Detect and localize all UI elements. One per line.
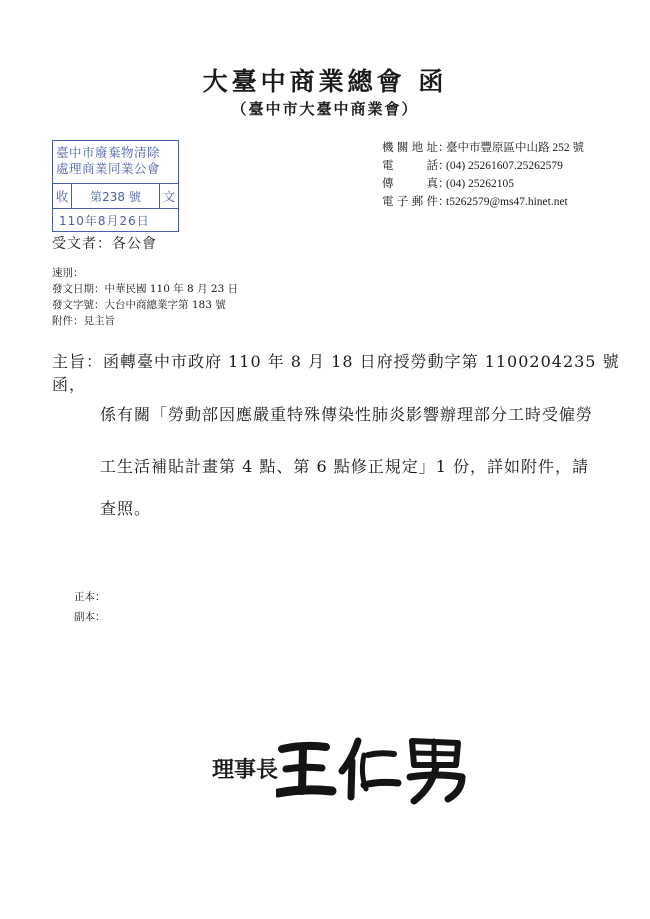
- recipient: 受文者：各公會: [52, 236, 157, 252]
- distribution-copy: 副本：: [74, 611, 106, 623]
- stamp-number-row: [53, 184, 178, 209]
- stamp-org: [53, 141, 178, 184]
- stamp-recv-label: 收: [53, 184, 72, 208]
- contact-phone-label: 電 話: [382, 158, 438, 172]
- contact-phone: 電 話：(04) 25261607.25262579: [382, 158, 563, 172]
- signature-image: [276, 735, 466, 805]
- meta-speed: 速別：: [52, 267, 84, 279]
- subject-line-3: 工生活補貼計畫第 4 點、第 6 點修正規定」1 份，詳如附件，請: [100, 457, 589, 476]
- received-stamp: [52, 140, 179, 232]
- meta-attachment: 附件：見主旨: [52, 315, 115, 327]
- contact-email-label: 電子郵件: [382, 194, 438, 208]
- stamp-number-value: 第238: [90, 189, 126, 204]
- stamp-date: 110年8月26日: [59, 213, 150, 228]
- stamp-number-suffix: 號: [128, 189, 141, 204]
- document-subtitle: （臺中市大臺中商業會）: [231, 100, 419, 118]
- contact-email-value: t5262579@ms47.hinet.net: [446, 196, 568, 208]
- contact-fax: 傳 真：(04) 25262105: [382, 176, 515, 190]
- stamp-org-line1: 臺中市廢棄物清除: [56, 145, 161, 160]
- contact-email: 電子郵件：t5262579@ms47.hinet.net: [382, 194, 568, 208]
- subject-line-2: 係有關「勞動部因應嚴重特殊傳染性肺炎影響辦理部分工時受僱勞: [100, 405, 594, 424]
- subject-line-4: 查照。: [100, 499, 152, 518]
- contact-fax-label: 傳 真: [382, 176, 438, 190]
- signature-title: 理事長: [212, 757, 279, 783]
- document-title: 大臺中商業總會 函: [202, 67, 448, 96]
- contact-phone-value: (04) 25261607.25262579: [446, 160, 563, 172]
- stamp-doc-label: 文: [162, 189, 176, 204]
- contact-address-value: 臺中市豐原區中山路 252 號: [446, 142, 584, 154]
- subject-line-1: 主旨：函轉臺中市政府 110 年 8 月 18 日府授勞動字第 1100204235 號函，: [52, 352, 620, 394]
- contact-fax-value: (04) 25262105: [446, 178, 515, 190]
- stamp-number: [72, 184, 160, 208]
- distribution-original: 正本：: [74, 591, 106, 603]
- contact-address-label: 機關地址: [382, 140, 438, 154]
- meta-issue-date: 發文日期：中華民國 110 年 8 月 23 日: [52, 283, 239, 295]
- meta-doc-number: 發文字號：大台中商總業字第 183 號: [52, 299, 226, 311]
- contact-address: 機關地址：臺中市豐原區中山路 252 號: [382, 140, 584, 154]
- stamp-org-line2: 處理商業同業公會: [56, 161, 161, 176]
